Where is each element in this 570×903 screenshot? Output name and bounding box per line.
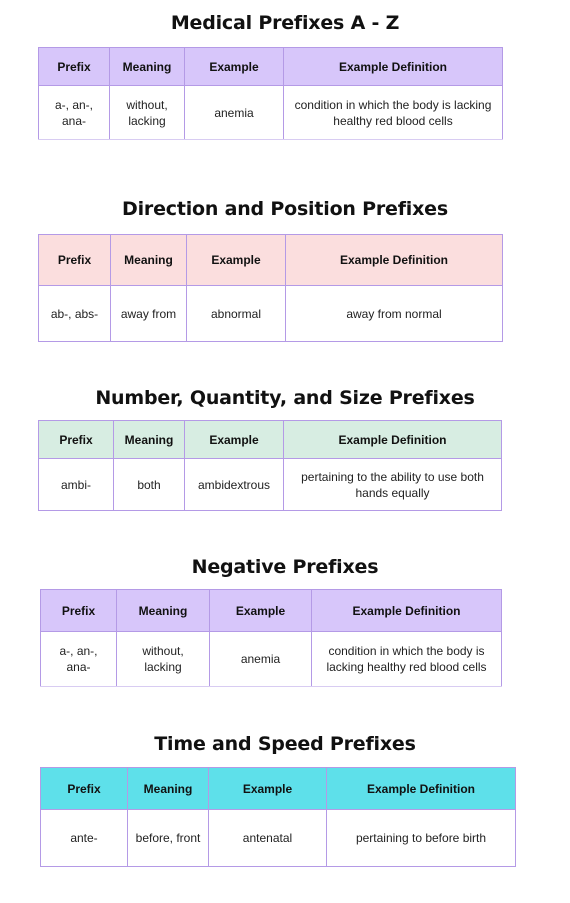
section-title: Medical Prefixes A - Z [170, 12, 400, 34]
header-example-definition: Example Definition [284, 48, 503, 86]
table-direction-position [38, 234, 503, 342]
header-example-definition: Example Definition [312, 590, 502, 632]
header-example-definition: Example Definition [327, 768, 516, 810]
table-row [39, 459, 502, 511]
header-prefix: Prefix [41, 768, 128, 810]
cell-example: anemia [185, 86, 284, 140]
table-header-row [39, 48, 503, 86]
header-prefix: Prefix [39, 421, 114, 459]
cell-prefix: ambi- [39, 459, 114, 511]
cell-definition: pertaining to the ability to use both hands equally [284, 459, 502, 511]
table-row [41, 810, 516, 867]
cell-meaning: without, lacking [110, 86, 185, 140]
table-negative-prefixes [40, 589, 502, 687]
cell-definition: condition in which the body is lacking healthy red blood cells [312, 632, 502, 687]
header-example: Example [209, 768, 327, 810]
header-prefix: Prefix [41, 590, 117, 632]
section-negative-prefixes [0, 556, 570, 578]
table-row [39, 286, 503, 342]
table-header-row [41, 768, 516, 810]
cell-prefix: ante- [41, 810, 128, 867]
cell-example: antenatal [209, 810, 327, 867]
cell-example: abnormal [187, 286, 286, 342]
cell-meaning: away from [111, 286, 187, 342]
header-example: Example [187, 235, 286, 286]
table-medical-prefixes [38, 47, 503, 140]
cell-example: ambidextrous [185, 459, 284, 511]
cell-example: anemia [210, 632, 312, 687]
header-meaning: Meaning [117, 590, 210, 632]
cell-meaning: both [114, 459, 185, 511]
cell-definition: condition in which the body is lacking healthy red blood cells [284, 86, 503, 140]
table-number-quantity-size [38, 420, 502, 511]
section-title: Time and Speed Prefixes [154, 733, 416, 755]
cell-definition: pertaining to before birth [327, 810, 516, 867]
header-meaning: Meaning [114, 421, 185, 459]
section-number-quantity-size [0, 387, 570, 409]
section-direction-position [0, 198, 570, 220]
cell-prefix: a-, an-, ana- [39, 86, 110, 140]
section-title: Negative Prefixes [191, 556, 379, 578]
cell-meaning: before, front [128, 810, 209, 867]
section-title: Number, Quantity, and Size Prefixes [95, 387, 475, 409]
section-title: Direction and Position Prefixes [122, 198, 448, 220]
table-row [39, 86, 503, 140]
table-header-row [41, 590, 502, 632]
table-header-row [39, 235, 503, 286]
header-example: Example [210, 590, 312, 632]
header-meaning: Meaning [128, 768, 209, 810]
table-time-speed [40, 767, 516, 867]
section-time-speed [0, 733, 570, 755]
header-prefix: Prefix [39, 48, 110, 86]
header-example-definition: Example Definition [286, 235, 503, 286]
cell-definition: away from normal [286, 286, 503, 342]
section-medical-prefixes [0, 12, 570, 34]
header-prefix: Prefix [39, 235, 111, 286]
cell-prefix: a-, an-, ana- [41, 632, 117, 687]
header-example-definition: Example Definition [284, 421, 502, 459]
table-row [41, 632, 502, 687]
header-meaning: Meaning [111, 235, 187, 286]
cell-meaning: without, lacking [117, 632, 210, 687]
header-example: Example [185, 421, 284, 459]
header-meaning: Meaning [110, 48, 185, 86]
header-example: Example [185, 48, 284, 86]
cell-prefix: ab-, abs- [39, 286, 111, 342]
table-header-row [39, 421, 502, 459]
